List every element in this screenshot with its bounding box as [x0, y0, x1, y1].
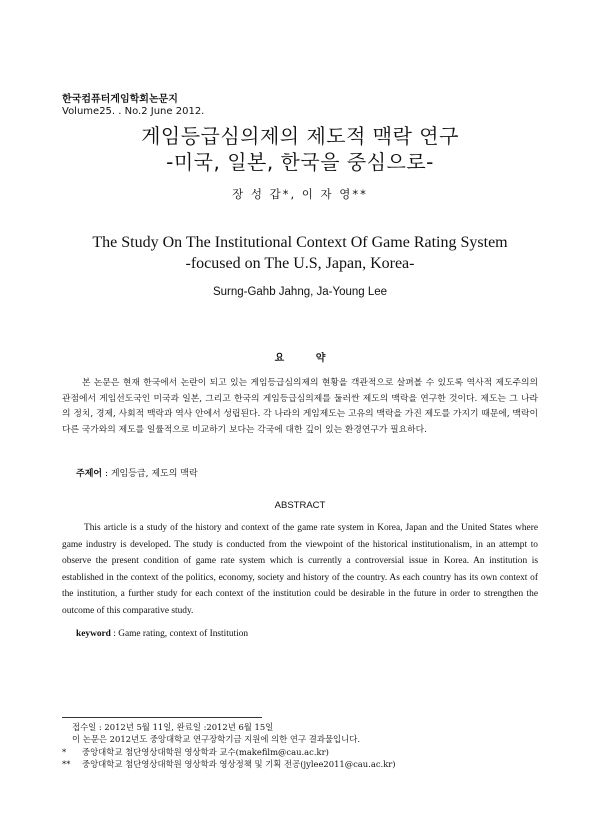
- english-title-subtitle: -focused on The U.S, Japan, Korea-: [185, 255, 415, 272]
- footnote-dates: 접수일 : 2012년 5월 11일, 완료일 :2012년 6월 15일: [72, 722, 274, 732]
- footnote-author1: 중앙대학교 첨단영상대학원 영상학과 교수(makefilm@cau.ac.kr): [82, 746, 329, 757]
- english-authors: Surng-Gahb Jahng, Ja-Young Lee: [212, 286, 388, 298]
- korean-keywords-label: 주제어: [76, 469, 103, 479]
- english-keywords: [76, 629, 248, 639]
- korean-abstract-body: 본 논문은 현재 한국에서 논란이 되고 있는 게임등급심의제의 현황을 객관적으로 살펴볼 수 있도록 역사적 제도주의의 관점에서 게임선도국인 미국과 일본, 그리고 한국의 게임등급심의제를 둘러싼 제도의 맥락을 연구한 것이다. 제도는 그 나라의 정치, 경제, 사회적 맥락과 역사 안에서 성립된다. 각 나라의 게임제도는 고유의 맥락을 가진 제도를 가지기 때문에, 맥락이 다른 국가와의 제도를 일률적으로 비교하기 보다는 각국에 대한 깊이 있는 환경연구가 필요하다.: [62, 378, 538, 435]
- korean-keywords: [76, 466, 198, 479]
- footnotes: [62, 721, 538, 771]
- english-title-main: The Study On The Institutional Context Of Game Rating System: [92, 234, 508, 251]
- english-title: [0, 232, 600, 274]
- korean-keywords-text: : 게임등급, 제도의 맥락: [102, 469, 198, 479]
- footnote-author2: 중앙대학교 첨단영상대학원 영상학과 영상정책 및 기획 전공(jylee2011@cau.ac.kr): [82, 759, 396, 770]
- english-abstract-body: This article is a study of the history and context of the game rate system in Korea, Japan and the United States where game industry is developed. The study is conducted from the viewpoint of the historical institutionalism, in an attempt to observe the present condition of game rate system which is currently a controversial issue in Korea. An institution is established in the context of the politics, economy, society and history of the country. As each country has its own context of the institution, a further study for each context of the institution could be desirable in the future in order to strengthen the outcome of this comparative study.: [62, 523, 538, 616]
- korean-abstract-heading: 요 약: [274, 353, 340, 364]
- korean-title-main: 게임등급심의제의 제도적 맥락 연구: [141, 124, 459, 148]
- journal-volume: Volume25. . No.2 June 2012.: [62, 106, 205, 117]
- korean-authors: 장 성 갑*, 이 자 영**: [232, 187, 368, 201]
- english-keywords-label: keyword: [76, 629, 111, 639]
- korean-title: [0, 123, 600, 175]
- footnote-author1-mark: *: [62, 746, 67, 757]
- footnote-funding: 이 논문은 2012년도 중앙대학교 연구장학기금 지원에 의한 연구 결과물입니다.: [72, 734, 360, 745]
- journal-header: [62, 94, 204, 118]
- footnote-funding-row: [62, 733, 538, 745]
- footnote-author1-row: [62, 746, 538, 758]
- journal-name: 한국컴퓨터게임학회논문지: [62, 94, 178, 105]
- english-keywords-text: : Game rating, context of Institution: [110, 629, 249, 639]
- english-abstract-heading: ABSTRACT: [274, 500, 326, 511]
- footnote-divider: [62, 717, 262, 718]
- footnote-dates-row: [62, 721, 538, 733]
- footnote-author2-row: [62, 758, 538, 770]
- korean-title-subtitle: -미국, 일본, 한국을 중심으로-: [166, 150, 434, 174]
- footnote-author2-mark: **: [62, 759, 71, 770]
